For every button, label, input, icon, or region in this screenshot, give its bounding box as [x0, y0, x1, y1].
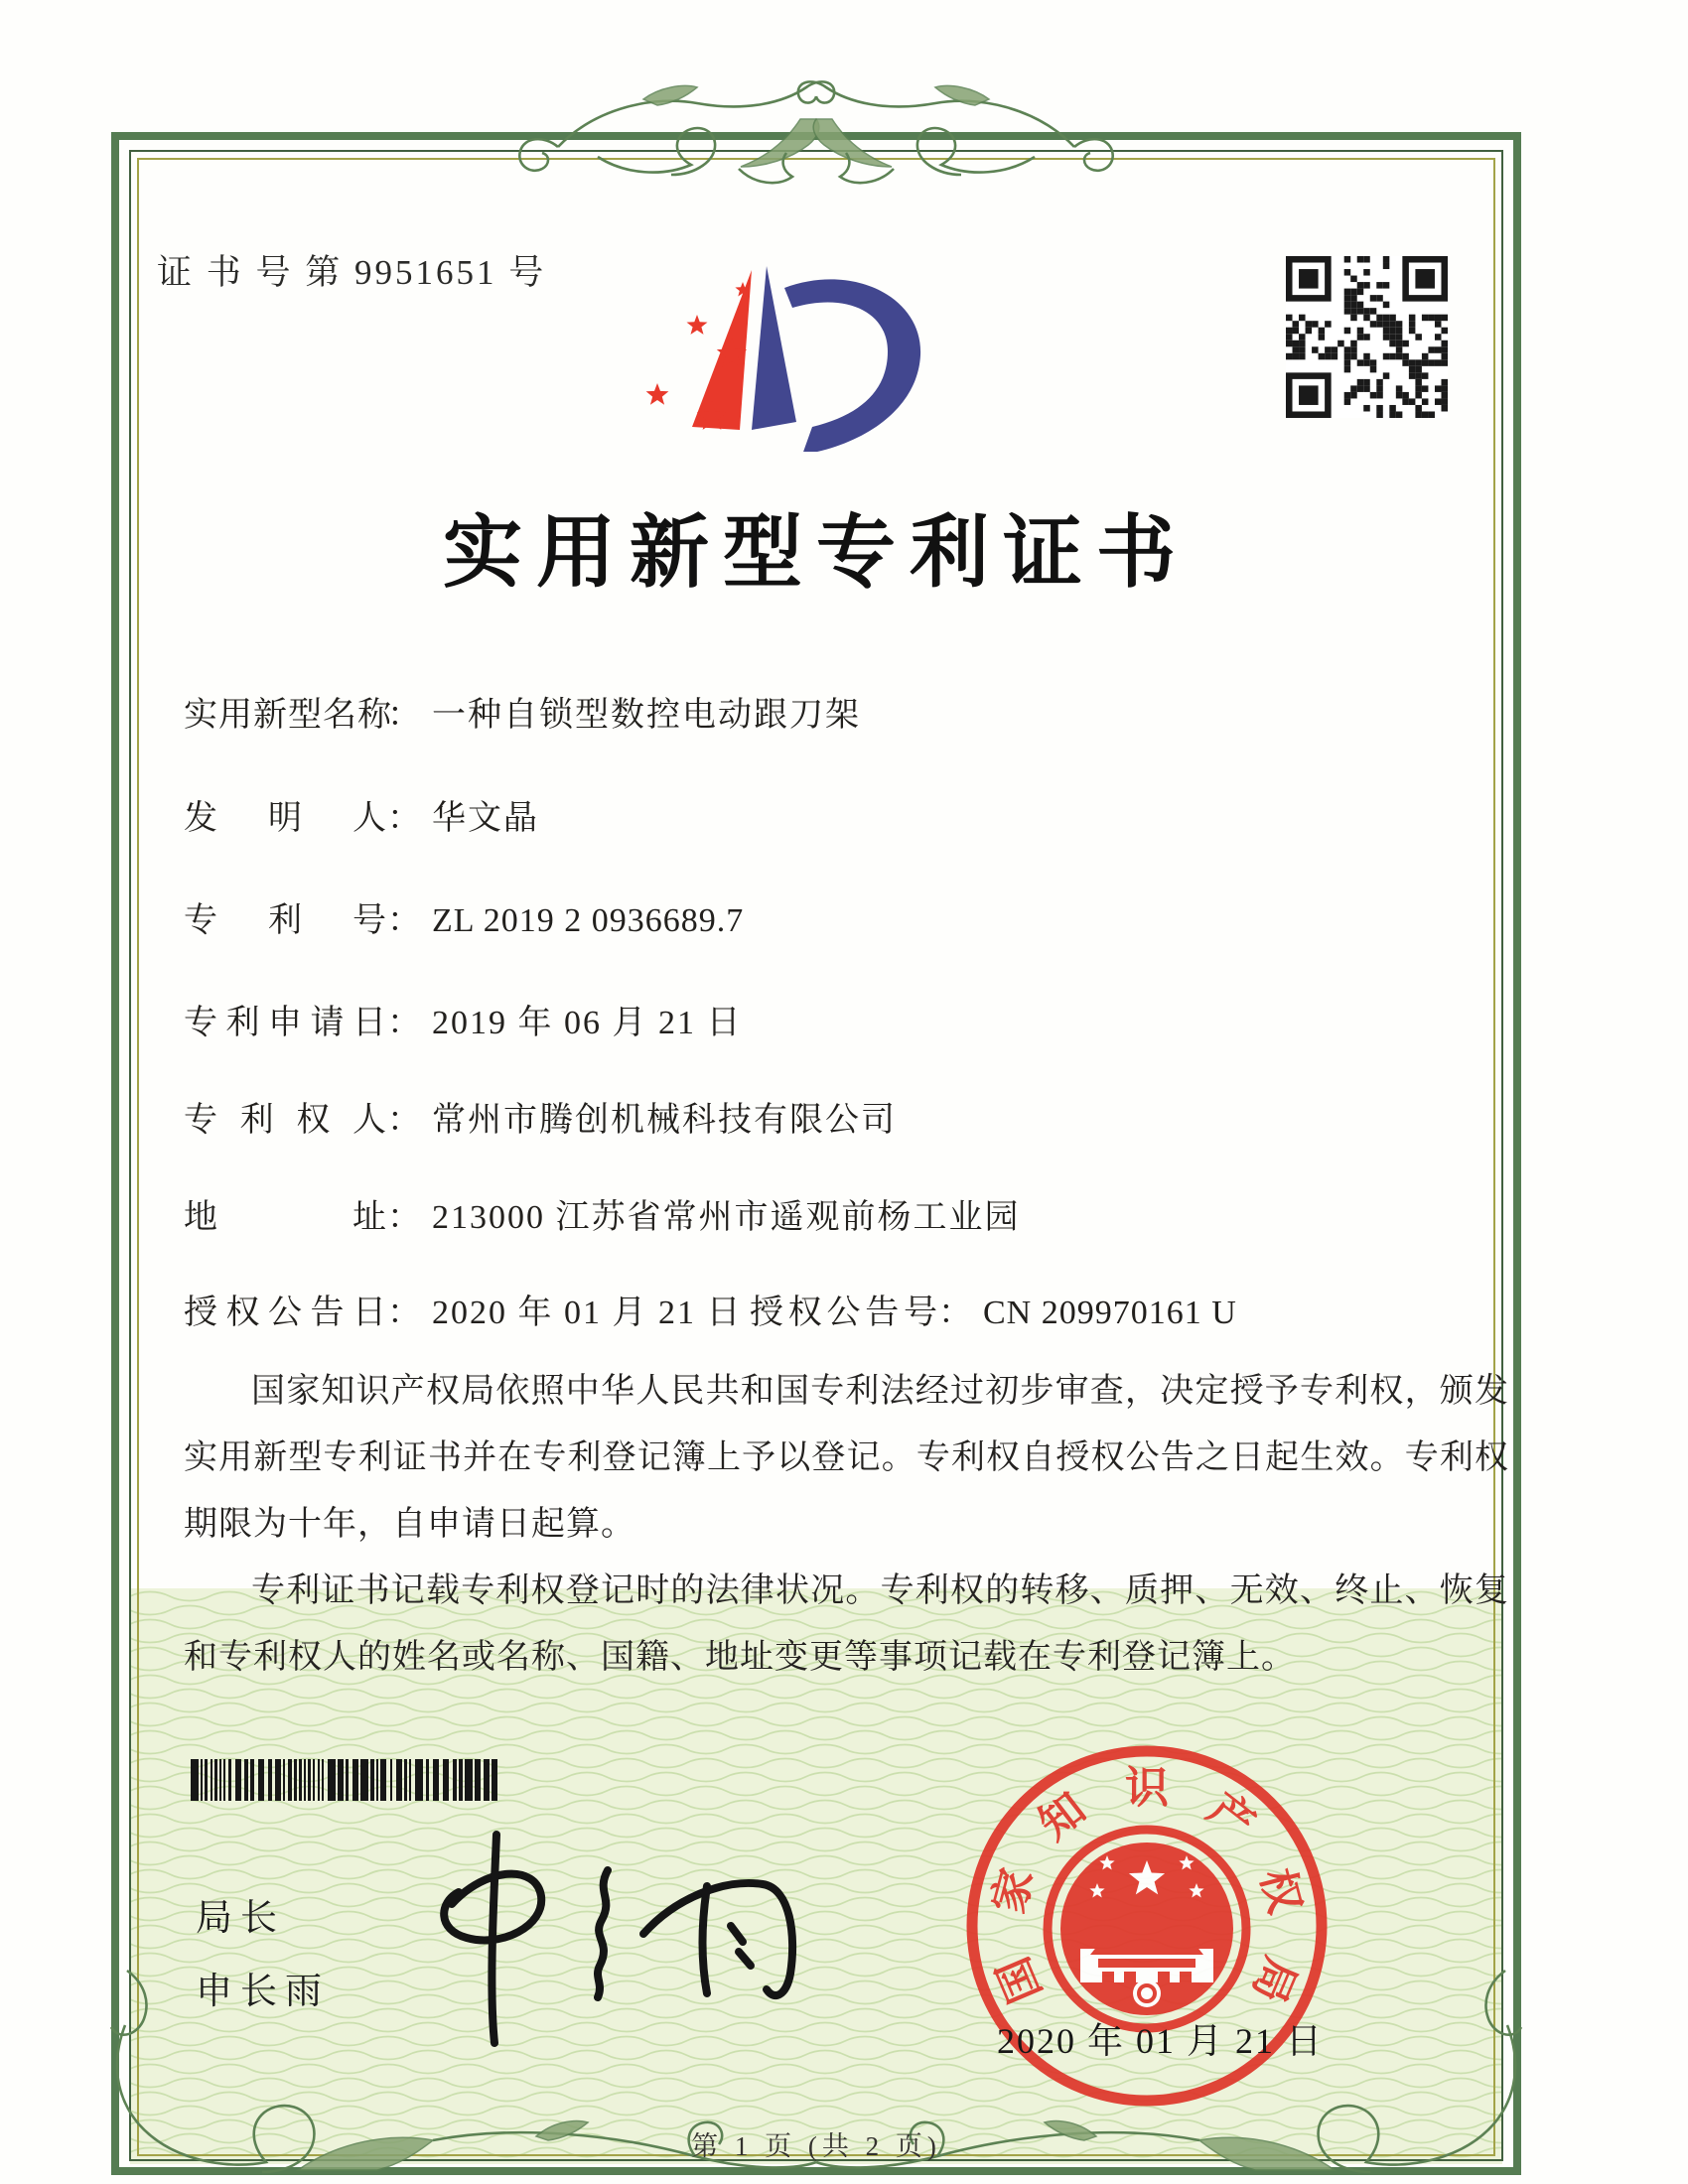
- svg-text:国: 国: [988, 1950, 1052, 2010]
- field-value: CN 209970161 U: [983, 1295, 1237, 1331]
- field-label: 授权公告号: [750, 1295, 938, 1331]
- field-patent-number: 专利号： ZL 2019 2 0936689.7: [184, 892, 744, 941]
- field-inventor: 发明人： 华文晶: [184, 790, 539, 839]
- certificate-title: 实用新型专利证书: [443, 510, 1190, 598]
- field-label: 专利申请日: [184, 1005, 387, 1041]
- issue-date: 2020 年 01 月 21 日: [997, 2021, 1325, 2061]
- field-utility-model-name: 实用新型名称： 一种自锁型数控电动跟刀架: [184, 687, 861, 736]
- svg-text:家: 家: [984, 1863, 1043, 1919]
- svg-text:知: 知: [1030, 1784, 1095, 1849]
- page-number-footer: 第 1 页 (共 2 页): [691, 2131, 941, 2161]
- field-grant-number: 授权公告号： CN 209970161 U: [750, 1285, 1237, 1333]
- field-label: 发明人: [184, 800, 387, 837]
- certificate-number: 证 书 号 第 9951651 号: [157, 253, 547, 292]
- svg-text:权: 权: [1251, 1863, 1310, 1919]
- signature-handwriting: [357, 1822, 824, 2065]
- cnipa-logo-icon: [635, 238, 953, 452]
- svg-text:局: 局: [1242, 1950, 1306, 2010]
- field-filing-date: 专利申请日： 2019 年 06 月 21 日: [184, 995, 743, 1043]
- officer-name: 申长雨: [196, 1972, 330, 2012]
- officer-title: 局长: [196, 1898, 285, 1939]
- barcode: [191, 1759, 503, 1801]
- field-value: 华文晶: [432, 800, 539, 837]
- field-label: 地址: [184, 1199, 387, 1236]
- svg-text:识: 识: [1125, 1763, 1169, 1813]
- legal-paragraph-2: 专利证书记载专利权登记时的法律状况。专利权的转移、质押、无效、终止、恢复和专利权人的姓名或名称、国籍、地址变更等事项记载在专利登记簿上。: [184, 1572, 1509, 1676]
- field-value: ZL 2019 2 0936689.7: [432, 902, 745, 939]
- field-label: 授权公告日: [184, 1295, 387, 1331]
- legal-paragraph-1: 国家知识产权局依照中华人民共和国专利法经过初步审查，决定授予专利权，颁发实用新型专利证书并在专利登记簿上予以登记。专利权自授权公告之日起生效。专利权期限为十年，自申请日起算。: [184, 1373, 1509, 1543]
- qr-code: [1286, 256, 1448, 418]
- field-value: 一种自锁型数控电动跟刀架: [432, 697, 861, 734]
- svg-text:产: 产: [1198, 1784, 1264, 1849]
- field-address: 地址： 213000 江苏省常州市遥观前杨工业园: [184, 1189, 1021, 1238]
- national-emblem-icon: [1048, 1830, 1246, 2028]
- field-label: 实用新型名称: [184, 697, 392, 734]
- field-value: 213000 江苏省常州市遥观前杨工业园: [432, 1199, 1021, 1236]
- field-value: 2019 年 06 月 21 日: [432, 1005, 743, 1041]
- field-label: 专利号: [184, 902, 387, 939]
- field-value: 常州市腾创机械科技有限公司: [432, 1102, 897, 1139]
- field-label: 专利权人: [184, 1102, 387, 1139]
- field-value: 2020 年 01 月 21 日: [432, 1295, 743, 1331]
- field-grant-date-and-number: 授权公告日： 2020 年 01 月 21 日 授权公告号： CN 209970161 U: [184, 1285, 743, 1333]
- field-patentee: 专利权人： 常州市腾创机械科技有限公司: [184, 1092, 897, 1141]
